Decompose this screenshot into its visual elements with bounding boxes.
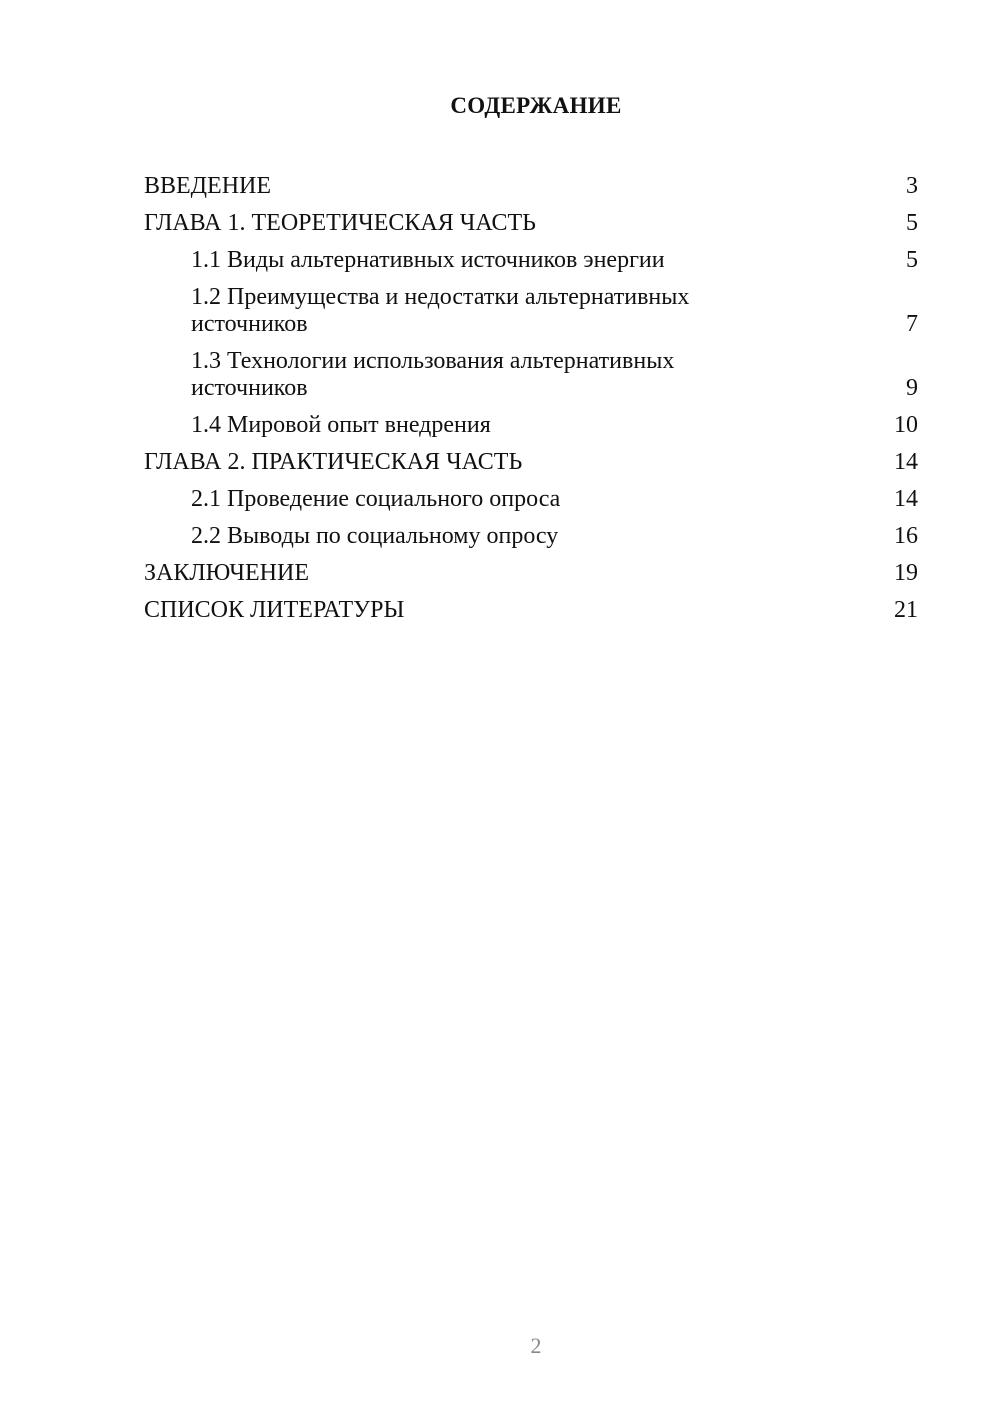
toc-entry-title: 1.2 Преимущества и недостатки альтернативных источников bbox=[191, 284, 690, 337]
toc-entry-page: 14 bbox=[894, 486, 918, 512]
toc-entry-title: СПИСОК ЛИТЕРАТУРЫ bbox=[144, 597, 405, 623]
toc-entry-page: 21 bbox=[894, 597, 918, 623]
toc-entry-page: 10 bbox=[894, 412, 918, 438]
toc-entry-title: 2.1 Проведение социального опроса bbox=[191, 486, 561, 512]
toc-entry-title: ГЛАВА 2. ПРАКТИЧЕСКАЯ ЧАСТЬ bbox=[144, 449, 523, 475]
toc-entry-introduction[interactable] bbox=[144, 168, 918, 205]
toc-entry-title: 2.2 Выводы по социальному опросу bbox=[191, 523, 559, 549]
toc-entry-title: ГЛАВА 1. ТЕОРЕТИЧЕСКАЯ ЧАСТЬ bbox=[144, 210, 536, 236]
toc-entry-section-1-1[interactable] bbox=[144, 242, 918, 279]
toc-entry-section-2-1[interactable] bbox=[144, 481, 918, 518]
toc-entry-page: 7 bbox=[906, 311, 918, 337]
toc-entry-page: 5 bbox=[906, 210, 918, 236]
page-title: СОДЕРЖАНИЕ bbox=[450, 93, 622, 118]
toc-entry-section-2-2[interactable] bbox=[144, 518, 918, 555]
toc-entry-title: ВВЕДЕНИЕ bbox=[144, 173, 272, 199]
toc-entry-page: 16 bbox=[894, 523, 918, 549]
toc-entry-title: 1.1 Виды альтернативных источников энергии bbox=[191, 247, 665, 273]
toc-entry-page: 19 bbox=[894, 560, 918, 586]
toc-entry-section-1-3[interactable] bbox=[144, 343, 918, 407]
toc-entry-page: 3 bbox=[906, 173, 918, 199]
toc-entry-references[interactable] bbox=[144, 592, 918, 629]
toc-entry-conclusion[interactable] bbox=[144, 555, 918, 592]
toc-entry-chapter-1[interactable] bbox=[144, 205, 918, 242]
page-number: 2 bbox=[530, 1333, 542, 1358]
toc-entry-page: 9 bbox=[906, 375, 918, 401]
toc-entry-title: 1.4 Мировой опыт внедрения bbox=[191, 412, 491, 438]
toc-entry-title: ЗАКЛЮЧЕНИЕ bbox=[144, 560, 309, 586]
toc-entry-page: 5 bbox=[906, 247, 918, 273]
toc-entry-section-1-2[interactable] bbox=[144, 279, 918, 343]
toc-entry-page: 14 bbox=[894, 449, 918, 475]
toc-entry-section-1-4[interactable] bbox=[144, 407, 918, 444]
toc-entry-chapter-2[interactable] bbox=[144, 444, 918, 481]
table-of-contents bbox=[144, 168, 918, 629]
toc-entry-title: 1.3 Технологии использования альтернативных источников bbox=[191, 348, 675, 401]
